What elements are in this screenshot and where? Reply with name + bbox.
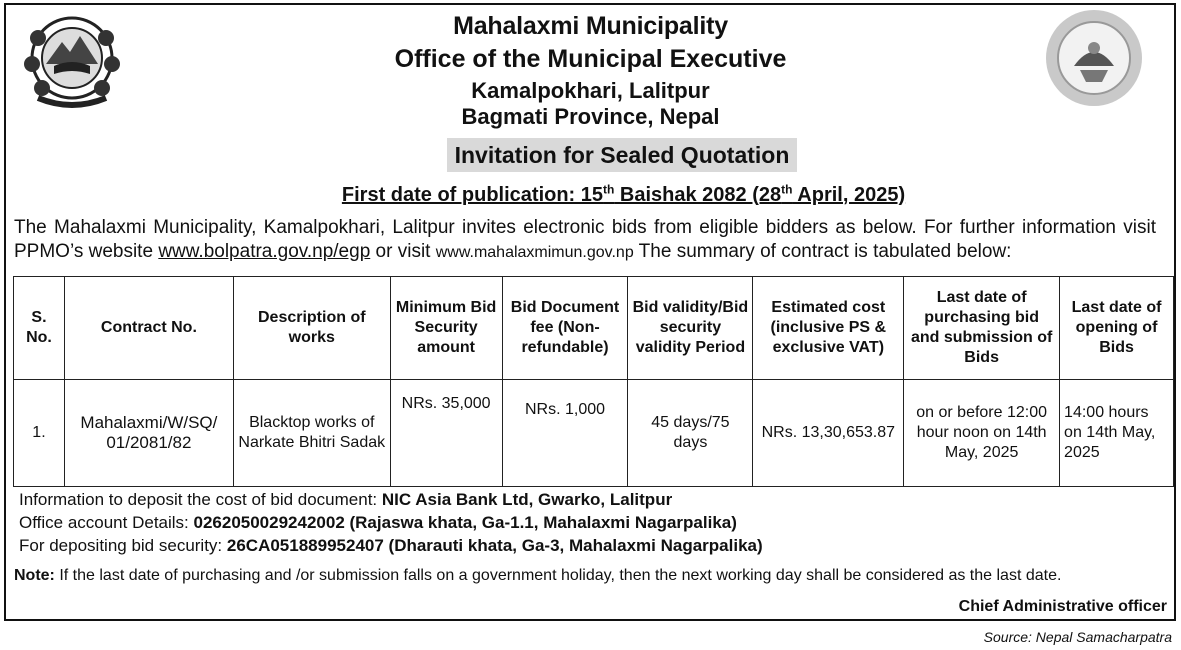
cell-description: Blacktop works of Narkate Bhitri Sadak bbox=[233, 380, 390, 487]
office-province: Bagmati Province, Nepal bbox=[461, 104, 720, 129]
col-header: Minimum Bid Security amount bbox=[390, 277, 502, 380]
table-row bbox=[14, 380, 1174, 487]
signature: Chief Administrative officer bbox=[958, 598, 1167, 615]
cell-opening: 14:00 hours on 14th May, 2025 bbox=[1060, 380, 1174, 487]
office-account-info: Office account Details: 0262050029242002 (Rajaswa khata, Ga-1.1, Mahalaxmi Nagarpalika) bbox=[19, 513, 737, 532]
office-name: Office of the Municipal Executive bbox=[394, 45, 787, 73]
cell-security: NRs. 35,000 bbox=[390, 380, 502, 487]
deposit-info: Information to deposit the cost of bid document: NIC Asia Bank Ltd, Gwarko, Lalitpur bbox=[19, 490, 673, 509]
col-header: Estimated cost (inclusive PS & exclusive VAT) bbox=[753, 277, 904, 380]
municipality-name: Mahalaxmi Municipality bbox=[453, 12, 728, 40]
col-header: Contract No. bbox=[64, 277, 233, 380]
col-header: Last date of purchasing bid and submission of Bids bbox=[904, 277, 1060, 380]
cell-sno: 1. bbox=[14, 380, 65, 487]
cell-validity: 45 days/75 days bbox=[628, 380, 753, 487]
contract-table bbox=[13, 276, 1174, 487]
cell-cost: NRs. 13,30,653.87 bbox=[753, 380, 904, 487]
col-header: Last date of opening of Bids bbox=[1060, 277, 1174, 380]
notice-title: Invitation for Sealed Quotation bbox=[447, 138, 797, 172]
note: Note: If the last date of purchasing and /or submission falls on a government holiday, then the next working day shall be considered as the last date. bbox=[14, 567, 1062, 584]
cell-submission: on or before 12:00 hour noon on 14th May, 2025 bbox=[904, 380, 1060, 487]
col-header: S. No. bbox=[14, 277, 65, 380]
ppmo-link[interactable]: www.bolpatra.gov.np/egp bbox=[158, 241, 371, 262]
intro-paragraph: The Mahalaxmi Municipality, Kamalpokhari, Lalitpur invites electronic bids from eligible bidders as below. For further information visit PPMO’s website www.bolpatra.gov.np/egp or visit www.mahalaxmimun.gov.np The summary of contract is tabulated below: bbox=[14, 217, 1156, 262]
municipality-website[interactable]: www.mahalaxmimun.gov.np bbox=[435, 244, 634, 261]
publication-date: First date of publication: 15th Baishak 2082 (28th April, 2025) bbox=[341, 182, 906, 206]
table-header-row bbox=[14, 277, 1174, 380]
bid-security-info: For depositing bid security: 26CA051889952407 (Dharauti khata, Ga-3, Mahalaxmi Nagarpalika) bbox=[19, 536, 763, 555]
office-address: Kamalpokhari, Lalitpur bbox=[471, 78, 710, 103]
col-header: Bid validity/Bid security validity Period bbox=[628, 277, 753, 380]
source-credit: Source: Nepal Samacharpatra bbox=[983, 629, 1172, 645]
cell-fee: NRs. 1,000 bbox=[502, 380, 628, 487]
cell-contract: Mahalaxmi/W/SQ/ 01/2081/82 bbox=[64, 380, 233, 487]
col-header: Description of works bbox=[233, 277, 390, 380]
col-header: Bid Document fee (Non-refundable) bbox=[502, 277, 628, 380]
